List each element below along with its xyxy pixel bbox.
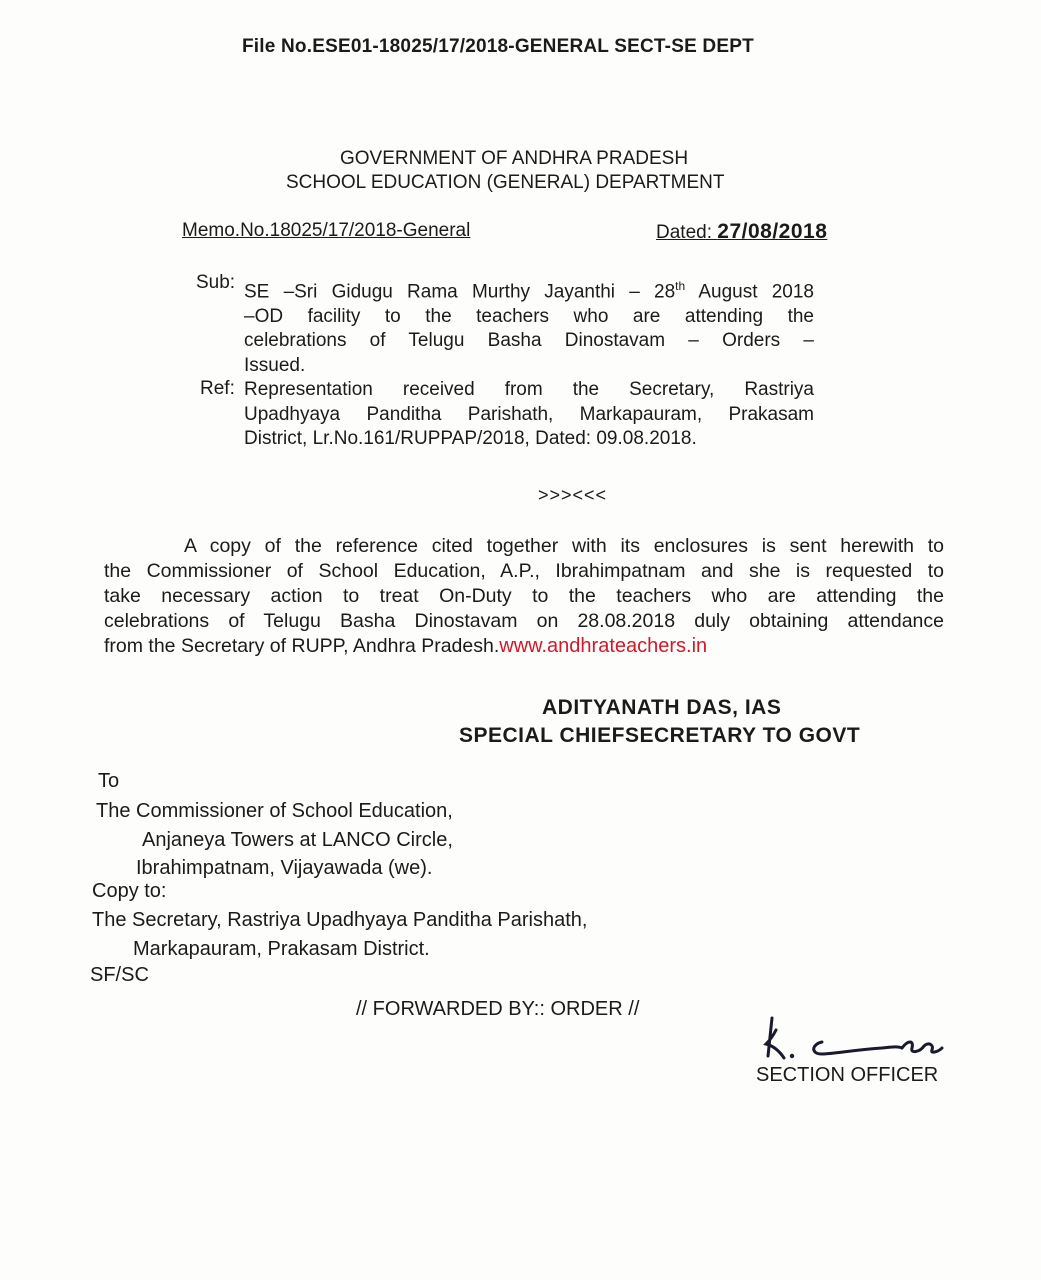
government-heading: GOVERNMENT OF ANDHRA PRADESH <box>340 148 689 169</box>
signatory-title: SPECIAL CHIEFSECRETARY TO GOVT <box>459 724 861 747</box>
subject-label: Sub: <box>196 272 236 293</box>
to-line-2: Anjaneya Towers at LANCO Circle, <box>142 829 453 851</box>
file-number: File No.ESE01-18025/17/2018-GENERAL SECT-SE DEPT <box>242 36 754 57</box>
dated-value: 27/08/2018 <box>717 220 828 243</box>
subject-line-4: Issued. <box>244 354 306 376</box>
watermark-link[interactable]: www.andhrateachers.in <box>499 635 708 657</box>
reference-line-2: Upadhyaya Panditha Parishath, Markapauram, Prakasam <box>244 403 814 425</box>
forwarded-line: // FORWARDED BY:: ORDER // <box>356 998 640 1020</box>
subject-text <box>244 274 814 378</box>
handwritten-signature <box>762 1012 962 1064</box>
memo-number: Memo.No.18025/17/2018-General <box>182 220 471 241</box>
sfsc-label: SF/SC <box>90 964 149 986</box>
subject-line-1: SE –Sri Gidugu Rama Murthy Jayanthi – 28th August 2018 <box>244 279 814 303</box>
reference-label: Ref: <box>200 378 235 399</box>
body-line-1: A copy of the reference cited together with its enclosures is sent herewith to <box>184 535 944 557</box>
department-heading: SCHOOL EDUCATION (GENERAL) DEPARTMENT <box>286 172 725 193</box>
body-paragraph <box>104 534 944 659</box>
copy-line-1: The Secretary, Rastriya Upadhyaya Panditha Parishath, <box>92 909 588 931</box>
subject-line-3: celebrations of Telugu Basha Dinostavam – Orders – <box>244 330 814 352</box>
dated-label: Dated: <box>656 222 718 243</box>
to-line-3: Ibrahimpatnam, Vijayawada (we). <box>136 857 433 879</box>
body-line-5: from the Secretary of RUPP, Andhra Pradesh.www.andhrateachers.in <box>104 635 708 657</box>
copy-to-label: Copy to: <box>92 880 167 902</box>
memo-date <box>656 220 827 244</box>
body-line-2: the Commissioner of School Education, A.P., Ibrahimpatnam and she is requested to <box>104 560 944 582</box>
body-line-3: take necessary action to treat On-Duty to the teachers who are attending the <box>104 585 944 607</box>
subject-line-2: –OD facility to the teachers who are attending the <box>244 305 814 327</box>
separator: >>><<< <box>538 485 608 505</box>
section-officer-label: SECTION OFFICER <box>756 1064 939 1086</box>
to-label: To <box>98 770 120 792</box>
signatory-name: ADITYANATH DAS, IAS <box>542 696 782 719</box>
to-line-1: The Commissioner of School Education, <box>96 800 453 822</box>
reference-text <box>244 378 814 452</box>
body-line-4: celebrations of Telugu Basha Dinostavam on 28.08.2018 duly obtaining attendance <box>104 610 944 632</box>
reference-line-1: Representation received from the Secretary, Rastriya <box>244 379 814 400</box>
copy-line-2: Markapauram, Prakasam District. <box>133 938 430 960</box>
reference-line-3: District, Lr.No.161/RUPPAP/2018, Dated: 09.08.2018. <box>244 428 697 449</box>
